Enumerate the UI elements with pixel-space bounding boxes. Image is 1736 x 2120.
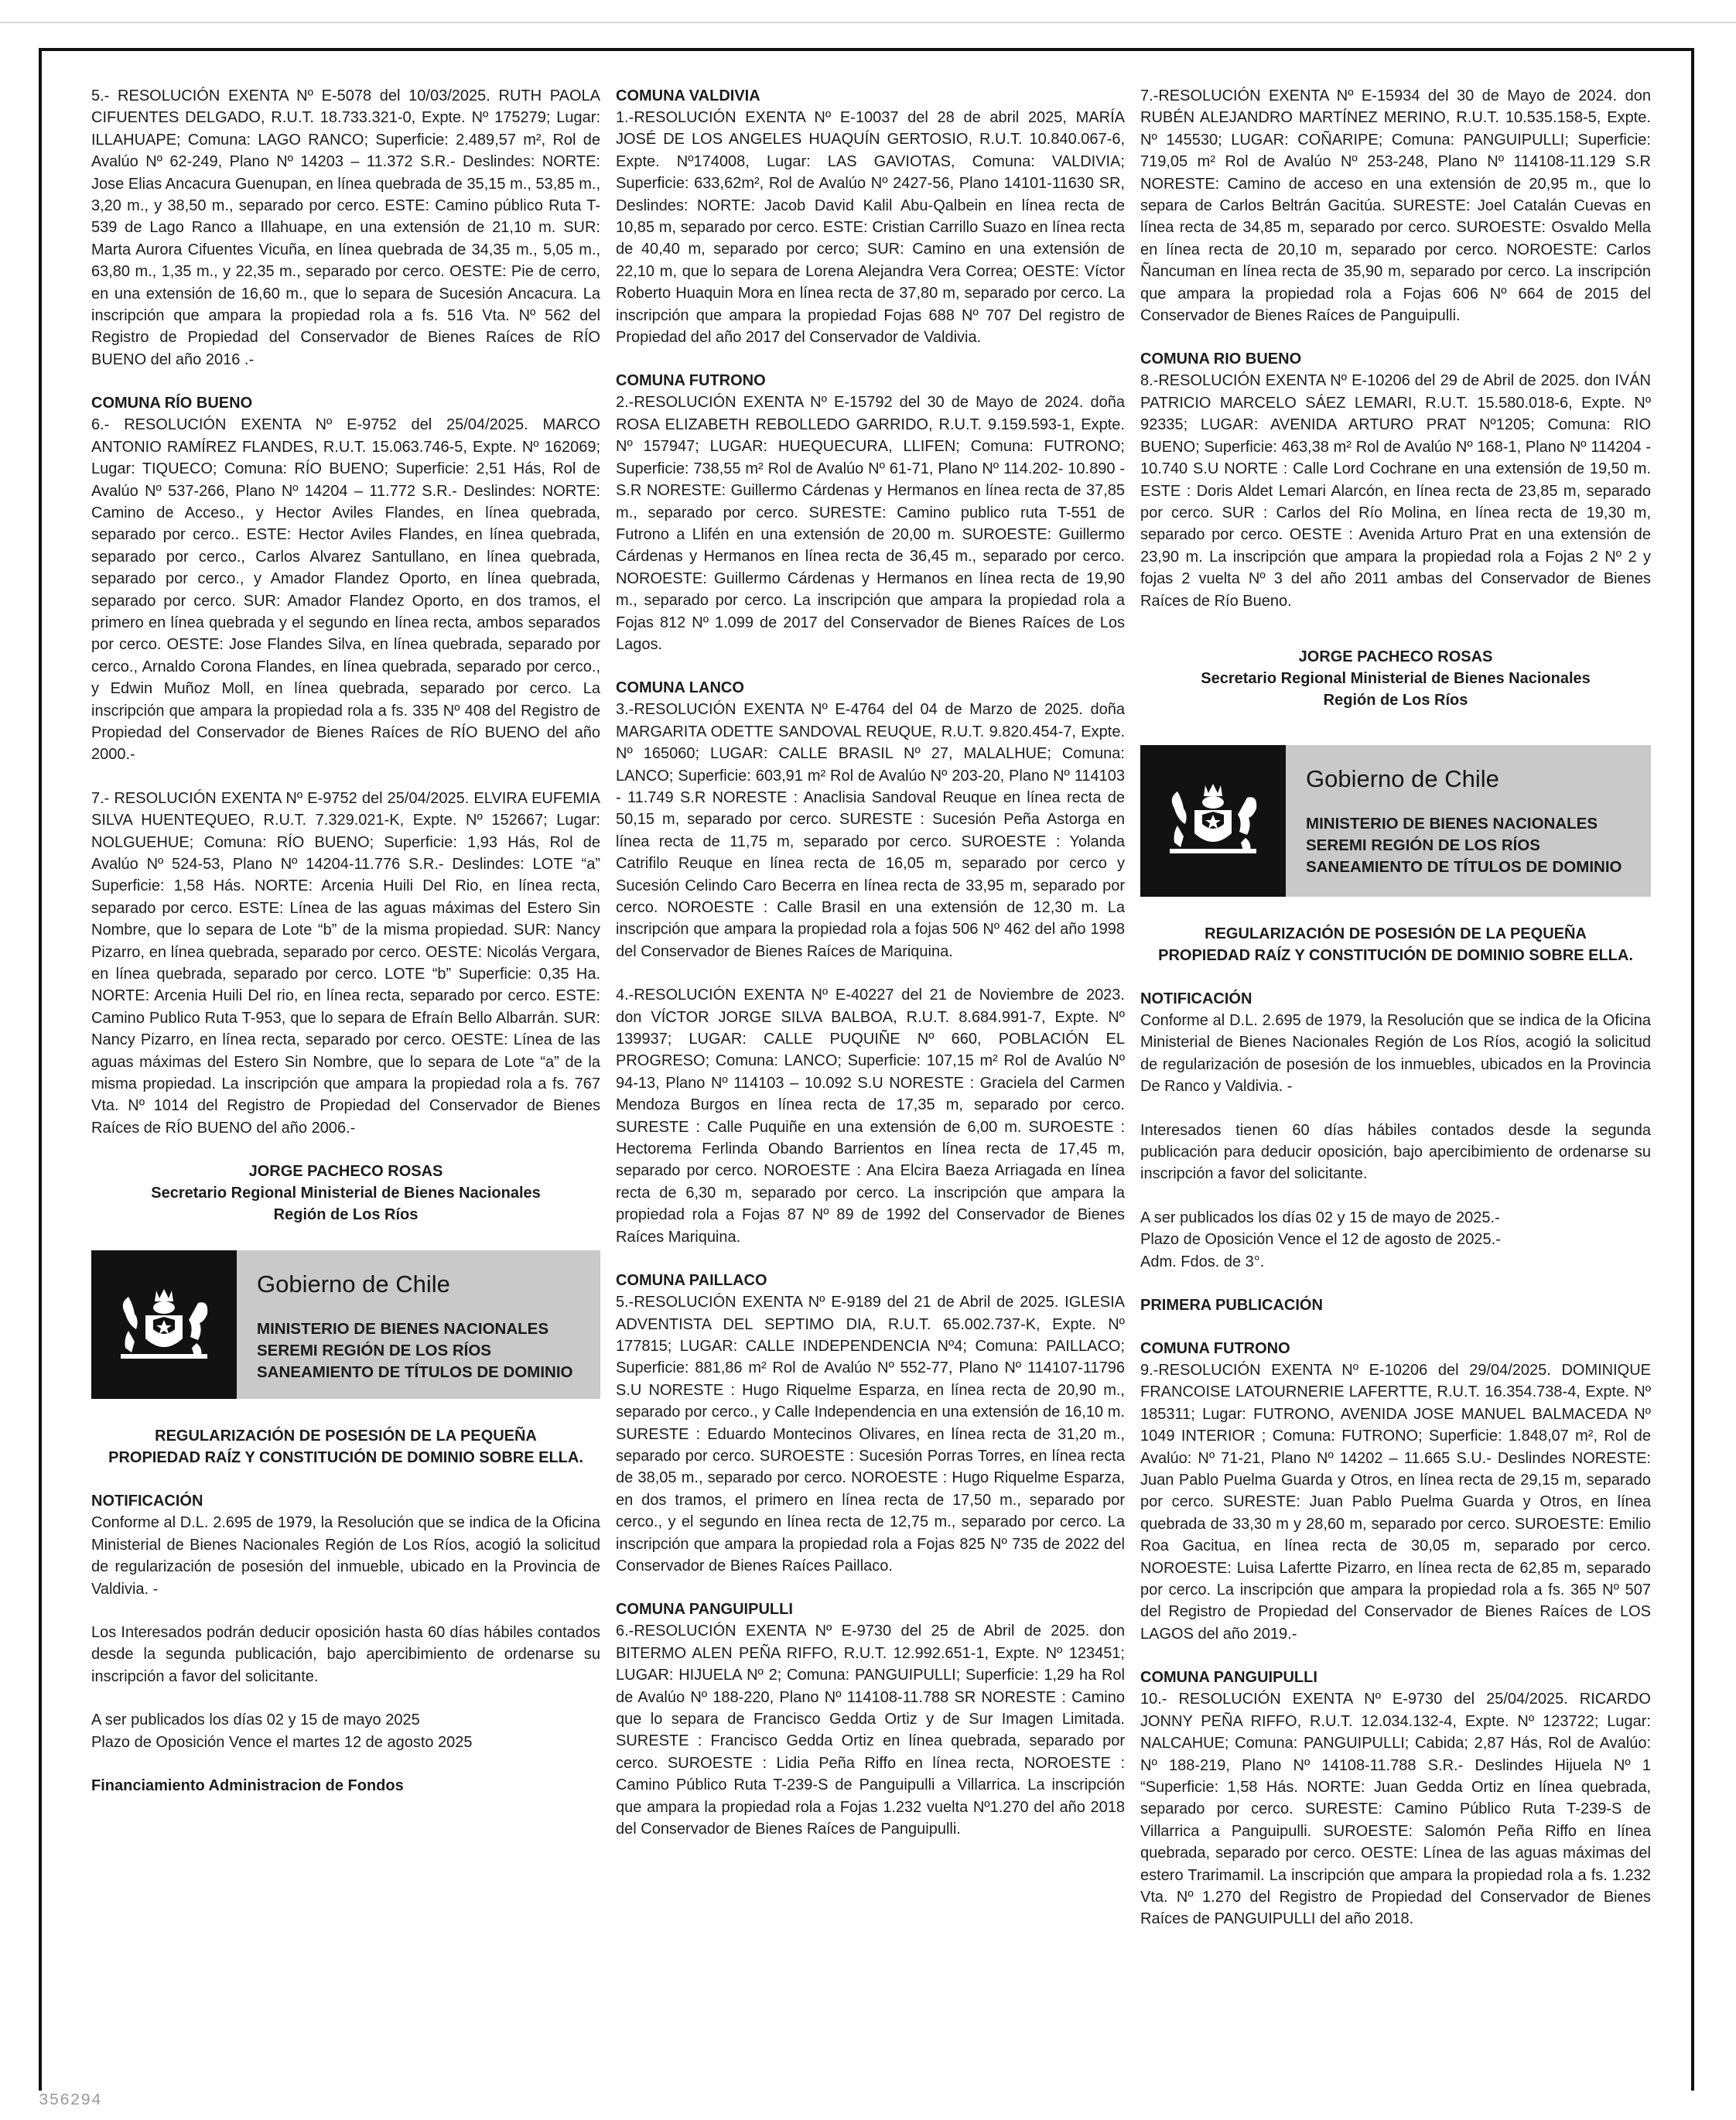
banner-black-panel: [1140, 745, 1286, 897]
banner-line-1: MINISTERIO DE BIENES NACIONALES: [257, 1320, 549, 1339]
column-3: [1140, 85, 1651, 1930]
heading-comuna-futrono: COMUNA FUTRONO: [1140, 1340, 1290, 1357]
notificacion-heading: NOTIFICACIÓN: [91, 1493, 203, 1510]
interesados-text: Interesados tienen 60 días hábiles contados desde la segunda publicación para deducir oposición, bajo apercibimiento de ordenarse su inscripción a favor del solicitante.: [1140, 1121, 1651, 1183]
opposition-deadline: Plazo de Oposición Vence el 12 de agosto de 2025.-: [1140, 1231, 1501, 1249]
heading-comuna-panguipulli: COMUNA PANGUIPULLI: [616, 1601, 793, 1619]
heading-comuna-rio-bueno: COMUNA RIO BUENO: [1140, 350, 1302, 368]
regularizacion-title-1: REGULARIZACIÓN DE POSESIÓN DE LA PEQUEÑA: [1205, 925, 1587, 942]
coat-of-arms-icon: [1159, 779, 1267, 860]
banner-title: Gobierno de Chile: [257, 1270, 450, 1298]
resolution-5: 5.- RESOLUCIÓN EXENTA Nº E-5078 del 10/03/2025. RUTH PAOLA CIFUENTES DELGADO, R.U.T. 18.733.321-0, Expte. Nº 175279; Lugar: ILLAHUAPE; Comuna: LAGO RANCO; Superficie: 2.489,57 m², Rol de Avalúo Nº 62-249, Plano Nº 14203 – 11.372 S.R.- Deslindes: NORTE: Jose Elias Ancacura Guenupan, en línea quebrada de 35,15 m., 53,85 m., 3,20 m., y 38,50 m., separado por cerco. ESTE: Camino público Ruta T-539 de Lago Ranco a Illahuape, en una extensión de 21,10 m. SUR: Marta Aurora Cifuentes Vicuña, en línea quebrada de 34,35 m., 5,05 m., 63,80 m., 1,35 m., y 22,35 m., separado por cerco. OESTE: Pie de cerro, en una extensión de 16,60 m., que lo separa de Sucesión Ancacura. La inscripción que ampara la propiedad rola a fs. 516 Vta. Nº 562 del Registro de Propiedad del Conservador de Bienes Raíces de RÍO BUENO del año 2016 .-: [91, 87, 600, 368]
notificacion-text: Conforme al D.L. 2.695 de 1979, la Resolución que se indica de la Oficina Ministerial de Bienes Nacionales Región de Los Ríos, acogió la solicitud de regularización de posesión de los inmuebles, ubicados en la Provincia De Ranco y Valdivia. -: [1140, 1011, 1651, 1096]
banner-title: Gobierno de Chile: [1306, 764, 1499, 792]
resolution-10: 10.- RESOLUCIÓN EXENTA Nº E-9730 del 25/04/2025. RICARDO JONNY PEÑA RIFFO, R.U.T. 12.034.132-4, Expte. Nº 123722; Lugar: NALCAHUE; Comuna: PANGUIPULLI; Cabida; 2,87 Hás, Rol de Avalúo: Nº 188-219, Plano Nº 14108-11.788 S.R.- Deslindes Hijuela Nº 1 “Superficie: 1,58 Hás. NORTE: Juan Gedda Ortiz en línea quebrada, separado por cerco. SURESTE: Camino Público Ruta T-239-S de Villarrica a Panguipulli. SUROESTE: Salomón Peña Riffo en línea quebrada, separado por cerco. OESTE: Línea de las aguas máximas del estero Trarimamil. La inscripción que ampara la propiedad rola a fs. 1.232 Vta. Nº 1.270 del Registro de Propiedad del Conservador de Bienes Raíces de PANGUIPULLI del año 2018.: [1140, 1691, 1651, 1928]
heading-comuna-futrono: COMUNA FUTRONO: [616, 372, 766, 390]
heading-comuna-rio-bueno: COMUNA RÍO BUENO: [91, 395, 253, 412]
resolution-2: 2.-RESOLUCIÓN EXENTA Nº E-15792 del 30 de Mayo de 2024. doña ROSA ELIZABETH REBOLLEDO GARRIDO, R.U.T. 9.159.593-1, Expte. Nº 157947; LUGAR: HUEQUECURA, LLIFEN; Comuna: FUTRONO; Superficie: 738,55 m² Rol de Avalúo Nº 61-71, Plano Nº 114.202- 10.890 -S.R NORESTE: Guillermo Cárdenas y Hermanos en línea recta de 37,85 m., separado por cerco. SURESTE: Camino publico ruta T-551 de Futrono a Llifén en una extensión de 20,00 m. SUROESTE: Guillermo Cárdenas y Hermanos en línea recta de 36,45 m., separado por cerco. NOROESTE: Guillermo Cárdenas y Hermanos en línea recta de 19,90 m., separado por cerco. La inscripción que ampara la propiedad rola a Fojas 812 Nº 1.099 de 2017 del Conservador de Bienes Raíces de Los Lagos.: [616, 394, 1125, 653]
interesados-text: Los Interesados podrán deducir oposición hasta 60 días hábiles contados desde la segunda publicación, bajo apercibimiento de ordenarse su inscripción a favor del solicitante.: [91, 1623, 600, 1685]
notificacion-text: Conforme al D.L. 2.695 de 1979, la Resolución que se indica de la Oficina Ministerial de Bienes Nacionales Región de Los Ríos, acogió la solicitud de regularización de posesión del inmueble, ubicado en la Provincia de Valdivia. -: [91, 1514, 600, 1598]
coat-of-arms-icon: [110, 1284, 218, 1365]
resolution-4: 4.-RESOLUCIÓN EXENTA Nº E-40227 del 21 de Noviembre de 2023. don VÍCTOR JORGE SILVA BALBOA, R.U.T. 8.684.991-7, Expte. Nº 139937; LUGAR: CALLE PUQUIÑE Nº 660, POBLACIÓN EL PROGRESO; Comuna: LANCO; Superficie: 107,15 m² Rol de Avalúo Nº 94-13, Plano Nº 114103 – 10.092 S.U NORESTE : Graciela del Carmen Mendoza Burgos en línea recta de 17,35 m, separado por cerco. SURESTE : Calle Puquiñe en una extensión de 6,00 m. SUROESTE : Hectorema Ferlinda Obando Barrientos en línea recta de 17,45 m, separado por cerco. NOROESTE : Ana Elcira Baeza Arriagada en línea recta de 6,30 m, separado por cerco. La inscripción que ampara la propiedad rola a Fojas 87 Nº 89 de 1992 del Conservador de Bienes Raíces Mariquina.: [616, 986, 1125, 1246]
funding-note: Adm. Fdos. de 3°.: [1140, 1253, 1265, 1270]
signature-region: Región de Los Ríos: [273, 1206, 419, 1224]
resolution-3: 3.-RESOLUCIÓN EXENTA Nº E-4764 del 04 de Marzo de 2025. doña MARGARITA ODETTE SANDOVAL REUQUE, R.U.T. 9.820.454-7, Expte. Nº 165060; LUGAR: CALLE BRASIL Nº 27, MALALHUE; Comuna: LANCO; Superficie: 603,91 m² Rol de Avalúo Nº 203-20, Plano Nº 114103 - 11.749 S.R NORESTE : Anaclisia Sandoval Reuque en línea recta de 50,15 m, separado por cerco. SURESTE : Sucesión Peña Astorga en línea recta de 11,75 m, separado por cerco. SUROESTE : Yolanda Catrifilo Reuque en línea recta de 16,05 m, separado por cerco y Sucesión Celindo Caro Becerra en línea recta de 33,95 m, separado por cerco. NOROESTE : Calle Brasil en una extensión de 12,30 m. La inscripción que ampara la propiedad rola a fojas 506 Nº 462 del año 1998 del Conservador de Bienes Raíces de Mariquina.: [616, 701, 1125, 960]
banner-line-1: MINISTERIO DE BIENES NACIONALES: [1306, 814, 1598, 833]
notificacion-heading: NOTIFICACIÓN: [1140, 990, 1252, 1007]
page-code: 356294: [39, 2092, 102, 2110]
heading-comuna-paillaco: COMUNA PAILLACO: [616, 1272, 767, 1290]
regularizacion-title-2: PROPIEDAD RAÍZ Y CONSTITUCIÓN DE DOMINIO SOBRE ELLA.: [1158, 946, 1633, 964]
resolution-6: 6.-RESOLUCIÓN EXENTA Nº E-9730 del 25 de Abril de 2025. don BITERMO ALEN PEÑA RIFFO, R.U.T. 12.992.651-1, Expte. Nº 123451; LUGAR: HIJUELA Nº 2; Comuna: PANGUIPULLI; Superficie: 1,29 ha Rol de Avalúo Nº 188-220, Plano Nº 114108-11.788 SR NORESTE : Camino que lo separa de Francisco Gedda Ortiz y de Sur Imagen Limitada. SURESTE : Francisco Gedda Ortiz en línea quebrada, separado por cerco. SUROESTE : Lidia Peña Riffo en línea recta, NOROESTE : Camino Público Ruta T-239-S de Panguipulli a Villarrica. La inscripción que ampara la propiedad rola a Fojas 1.232 vuelta Nº1.270 del año 2018 del Conservador de Bienes Raíces de Panguipulli.: [616, 1622, 1125, 1838]
resolution-8: 8.-RESOLUCIÓN EXENTA Nº E-10206 del 29 de Abril de 2025. don IVÁN PATRICIO MARCELO SÁEZ LEMARI, R.U.T. 15.580.018-6, Expte. Nº 92335; LUGAR: AVENIDA ARTURO PRAT Nº1205; Comuna: RIO BUENO; Superficie: 463,38 m² Rol de Avalúo Nº 168-1, Plano Nº 114204 - 10.740 S.U NORTE : Calle Lord Cochrane en una extensión de 19,50 m. ESTE : Doris Aldet Lemari Alarcón, en línea recta de 23,85 m, separado por cerco. SUR : Carlos del Río Molina, en línea recta de 19,30 m, separado por cerco. OESTE : Avenida Arturo Prat en una extensión de 23,90 m. La inscripción que ampara la propiedad rola a Fojas 2 Nº 2 y fojas 2 vuelta Nº 3 del año 2011 ambas del Conservador de Bienes Raíces de Río Bueno.: [1140, 372, 1651, 610]
banner-line-3: SANEAMIENTO DE TÍTULOS DE DOMINIO: [257, 1363, 573, 1382]
resolution-6: 6.- RESOLUCIÓN EXENTA Nº E-9752 del 25/04/2025. MARCO ANTONIO RAMÍREZ FLANDES, R.U.T. 15.063.746-5, Expte. Nº 162069; Lugar: TIQUECO; Comuna: RÍO BUENO; Superficie: 2,51 Hás, Rol de Avalúo Nº 537-266, Plano Nº 14204 – 11.772 S.R.- Deslindes: NORTE: Camino de Acceso., y Hector Aviles Flandes, en línea quebrada, separado por cerco.. ESTE: Hector Aviles Flandes, en línea quebrada, separado por cerco., Carlos Alvarez Santullano, en línea quebrada, separado por cerco., y Amador Flandez Oporto, en línea quebrada, separado por cerco. SUR: Amador Flandez Oporto, en dos tramos, el primero en línea quebrada y el segundo en línea recta, ambos separados por cerco. OESTE: Jose Flandes Silva, en línea quebrada, separado por cerco., Arnaldo Corona Flandes, en línea quebrada, separado por cerco., y Edwin Muñoz Moll, en línea quebrada, separado por cerco. La inscripción que ampara la propiedad rola a fs. 335 Nº 408 del Registro de Propiedad del Conservador de Bienes Raíces de RÍO BUENO del año 2000.-: [91, 416, 600, 764]
publication-dates: A ser publicados los días 02 y 15 de mayo de 2025.-: [1140, 1209, 1500, 1226]
banner-line-2: SEREMI REGIÓN DE LOS RÍOS: [1306, 836, 1540, 854]
banner-line-3: SANEAMIENTO DE TÍTULOS DE DOMINIO: [1306, 857, 1622, 876]
top-rule: [0, 22, 1736, 23]
banner-subtitle: [257, 1318, 573, 1383]
signature-title: Secretario Regional Ministerial de Bienes Nacionales: [1201, 669, 1591, 687]
signature-region: Región de Los Ríos: [1323, 691, 1468, 709]
signature-name: JORGE PACHECO ROSAS: [1298, 648, 1493, 665]
regularizacion-title-1: REGULARIZACIÓN DE POSESIÓN DE LA PEQUEÑA: [155, 1428, 537, 1445]
primera-publicacion-label: PRIMERA PUBLICACIÓN: [1140, 1297, 1323, 1314]
resolution-7: 7.-RESOLUCIÓN EXENTA Nº E-15934 del 30 de Mayo de 2024. don RUBÉN ALEJANDRO MARTÍNEZ MERINO, R.U.T. 10.535.158-5, Expte. Nº 145530; LUGAR: COÑARIPE; Comuna: PANGUIPULLI; Superficie: 719,05 m² Rol de Avalúo Nº 253-248, Plano Nº 114108-11.129 S.R NORESTE: Camino de acceso en una extensión de 20,95 m., que lo separa de Carlos Beltrán Gacitúa. SURESTE: Joel Catalán Cuevas en línea recta de 34,85 m, separado por cerco. SUROESTE: Osvaldo Mella en línea recta de 20,10 m, separado por cerco. NOROESTE: Carlos Ñancuman en línea recta de 35,90 m, separado por cerco. La inscripción que ampara la propiedad rola a Fojas 606 Nº 664 de 2015 del Conservador de Bienes Raíces de Panguipulli.: [1140, 87, 1651, 325]
regularizacion-title-2: PROPIEDAD RAÍZ Y CONSTITUCIÓN DE DOMINIO SOBRE ELLA.: [108, 1449, 583, 1467]
banner-black-panel: [91, 1250, 237, 1399]
heading-comuna-lanco: COMUNA LANCO: [616, 679, 744, 697]
gobierno-banner: [91, 1250, 600, 1399]
resolution-1: 1.-RESOLUCIÓN EXENTA Nº E-10037 del 28 de abril 2025, MARÍA JOSÉ DE LOS ANGELES HUAQUÍN GERTOSIO, R.U.T. 10.840.067-6, Expte. Nº174008, Lugar: LAS GAVIOTAS, Comuna: VALDIVIA; Superficie: 633,62m², Rol de Avalúo Nº 2427-56, Plano 14101-11630 SR, Deslindes: NORTE: Jacob David Kalil Abu-Qalbein en línea recta de 10,85 m, separado por cerco. ESTE: Cristian Carrillo Suazo en línea recta de 40,40 m, separado por cerco; SUR: Camino en una extensión de 22,10 m, que lo separa de Lorena Alejandra Vera Correa; OESTE: Víctor Roberto Huaquin Mora en línea recta de 37,80 m, separado por cerco. La inscripción que ampara la propiedad Fojas 688 Nº 707 Del registro de Propiedad del año 2017 del Conservador de Valdivia.: [616, 109, 1125, 347]
resolution-7: 7.- RESOLUCIÓN EXENTA Nº E-9752 del 25/04/2025. ELVIRA EUFEMIA SILVA HUENTEQUEO, R.U.T. 7.329.021-K, Expte. Nº 152667; Lugar: NOLGUEHUE; Comuna: RÍO BUENO; Superficie: 1,93 Hás, Rol de Avalúo Nº 524-53, Plano Nº 14204-11.776 S.R.- Deslindes: LOTE “a” Superficie: 1,58 Hás. NORTE: Arcenia Huili Del Rio, en línea recta, separado por cerco. ESTE: Línea de las aguas máximas del Estero Sin Nombre, que lo separa de Lote “b” de la misma propiedad. SUR: Nancy Pizarro, en línea quebrada, separado por cerco. OESTE: Nicolás Vergara, en línea quebrada, separado por cerco. LOTE “b” Superficie: 0,35 Ha. NORTE: Arcenia Huili Del rio, en línea recta, separado por cerco. ESTE: Camino Publico Ruta T-953, que lo separa de Efraín Bello Albarrán. SUR: Nancy Pizarro, en línea recta, separado por cerco. OESTE: Línea de las aguas máximas del Estero Sin Nombre, que lo separa de Lote “a” de la misma propiedad. La inscripción que ampara la propiedad rola a fs. 767 Vta. Nº 1014 del Registro de Propiedad del Conservador de Bienes Raíces de RÍO BUENO del año 2006.-: [91, 789, 600, 1137]
banner-subtitle: [1306, 813, 1622, 878]
resolution-9: 9.-RESOLUCIÓN EXENTA Nº E-10206 del 29/04/2025. DOMINIQUE FRANCOISE LATOURNERIE LAFERTTE, R.U.T. 16.354.738-4, Expte. Nº 185311; Lugar: FUTRONO, AVENIDA JOSE MANUEL BALMACEDA Nº 1049 INTERIOR ; Comuna: FUTRONO; Superficie: 1.848,07 m², Rol de Avalúo: Nº 71-21, Plano Nº 14202 – 11.665 S.U.- Deslindes NORESTE: Juan Pablo Puelma Guarda y Otros, en línea recta de 29,15 m, separado por cerco. SURESTE: Juan Pablo Puelma Guarda y Otros, en línea quebrada de 33,30 m y 28,60 m, separado por cerco. SUROESTE: Emilio Roa Gacitua, en línea recta de 30,05 m, separado por cerco. NOROESTE: Luisa Lafertte Pizarro, en línea recta de 62,85 m, separado por cerco. La inscripción que ampara la propiedad rola a fs. 365 Nº 507 del Registro de Propiedad del Conservador de Bienes Raíces de LOS LAGOS del año 2019.-: [1140, 1362, 1651, 1643]
banner-line-2: SEREMI REGIÓN DE LOS RÍOS: [257, 1342, 491, 1360]
column-2: [616, 85, 1125, 1840]
resolution-5: 5.-RESOLUCIÓN EXENTA Nº E-9189 del 21 de Abril de 2025. IGLESIA ADVENTISTA DEL SEPTIMO DIA, R.U.T. 65.002.737-K, Expte. Nº 177815; LUGAR: CALLE INDEPENDENCIA Nº4; Comuna: PAILLACO; Superficie: 881,86 m² Rol de Avalúo Nº 552-77, Plano Nº 114107-11796 S.U NORESTE : Hugo Riquelme Esparza, en línea recta de 20,90 m., separado por cerco., y Calle Independencia en una extensión de 16,10 m. SURESTE : Eduardo Montecinos Olivares, en línea recta de 31,20 m., separado por cerco. SUROESTE : Sucesión Porras Torres, en línea recta de 38,05 m., separado por cerco. NOROESTE : Hugo Riquelme Esparza, en dos tramos, el primero en línea recta de 17,50 m., separado por cerco., y el segundo en línea recta de 12,75 m., separado por cerco. La inscripción que ampara la propiedad rola a Fojas 825 Nº 735 de 2022 del Conservador de Bienes Raíces Paillaco.: [616, 1294, 1125, 1575]
financiamiento-label: Financiamiento Administracion de Fondos: [91, 1776, 404, 1794]
opposition-deadline: Plazo de Oposición Vence el martes 12 de agosto 2025: [91, 1733, 473, 1751]
column-1: [91, 85, 600, 1797]
heading-comuna-panguipulli: COMUNA PANGUIPULLI: [1140, 1669, 1317, 1687]
signature-name: JORGE PACHECO ROSAS: [248, 1163, 443, 1181]
publication-dates: A ser publicados los días 02 y 15 de mayo 2025: [91, 1711, 420, 1729]
signature-title: Secretario Regional Ministerial de Bienes Nacionales: [151, 1185, 541, 1202]
gobierno-banner: [1140, 745, 1651, 897]
heading-comuna-valdivia: COMUNA VALDIVIA: [616, 87, 760, 104]
